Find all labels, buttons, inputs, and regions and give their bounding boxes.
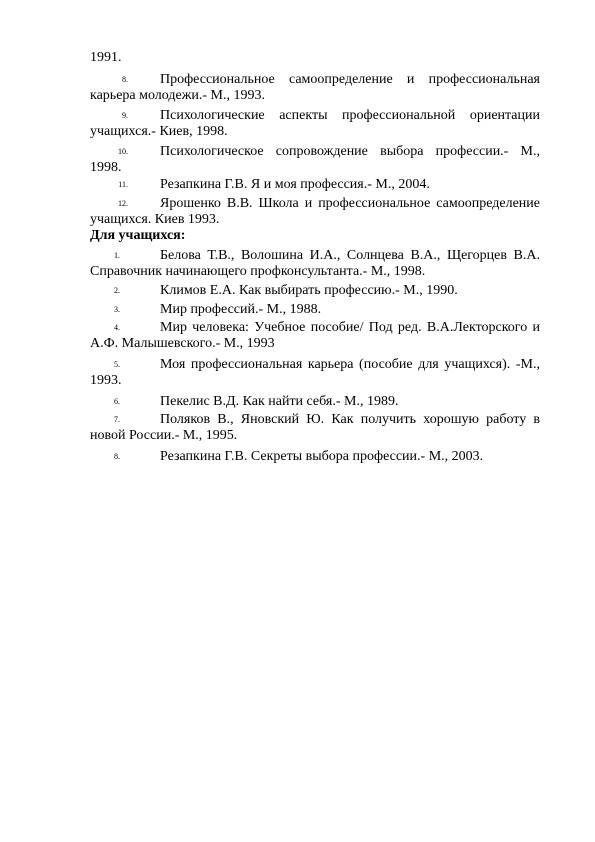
item-number: 12. xyxy=(118,199,128,208)
item-text: Поляков В., Яновский Ю. Как получить хорошую работу в xyxy=(160,412,540,427)
item-number: 4. xyxy=(114,323,120,332)
item-text: Климов Е.А. Как выбирать профессию.- М., 1990. xyxy=(160,283,458,298)
item-number: 2. xyxy=(114,286,120,295)
item-number: 9. xyxy=(122,111,128,120)
item-text: Пекелис В.Д. Как найти себя.- М., 1989. xyxy=(160,394,399,409)
item-text-continued: 1998. xyxy=(90,160,122,175)
item-number: 10. xyxy=(118,147,128,156)
item-text: Резапкина Г.В. Я и моя профессия.- М., 2004. xyxy=(160,177,430,192)
item-number: 1. xyxy=(114,251,120,260)
item-text-continued: карьера молодежи.- М., 1993. xyxy=(90,88,265,103)
item-text-continued: А.Ф. Малышевского.- М., 1993 xyxy=(90,336,275,351)
item-text: Психологические аспекты профессиональной ориентации xyxy=(160,108,540,123)
item-text-continued: новой России.- М., 1995. xyxy=(90,428,238,443)
item-text: Мир профессий.- М., 1988. xyxy=(160,302,322,317)
item-number: 11. xyxy=(118,180,128,189)
item-text: Психологическое сопровождение выбора профессии.- М., xyxy=(160,144,540,159)
item-text-continued: 1993. xyxy=(90,373,122,388)
item-text: Резапкина Г.В. Секреты выбора профессии.- М., 2003. xyxy=(160,449,484,464)
item-text: Ярошенко В.В. Школа и профессиональное самоопределение xyxy=(160,196,540,211)
item-text: Моя профессиональная карьера (пособие для учащихся). -М., xyxy=(160,357,540,372)
item-number: 8. xyxy=(114,452,120,461)
item-text-continued: учащихся. Киев 1993. xyxy=(90,212,220,227)
item-text: Белова Т.В., Волошина И.А., Солнцева В.А., Щегорцев В.А. xyxy=(160,248,540,263)
item-number: 6. xyxy=(114,397,120,406)
item-number: 3. xyxy=(114,305,120,314)
item-text-continued: Справочник начинающего профконсультанта.- М., 1998. xyxy=(90,264,426,279)
item-number: 7. xyxy=(114,415,120,424)
continuation-line: 1991. xyxy=(90,50,122,65)
item-text-continued: учащихся.- Киев, 1998. xyxy=(90,124,228,139)
item-number: 8. xyxy=(122,75,128,84)
item-number: 5. xyxy=(114,360,120,369)
item-text: Мир человека: Учебное пособие/ Под ред. В.А.Лекторского и xyxy=(160,320,540,335)
students-heading: Для учащихся: xyxy=(90,228,186,243)
item-text: Профессиональное самоопределение и профессиональная xyxy=(160,72,540,87)
